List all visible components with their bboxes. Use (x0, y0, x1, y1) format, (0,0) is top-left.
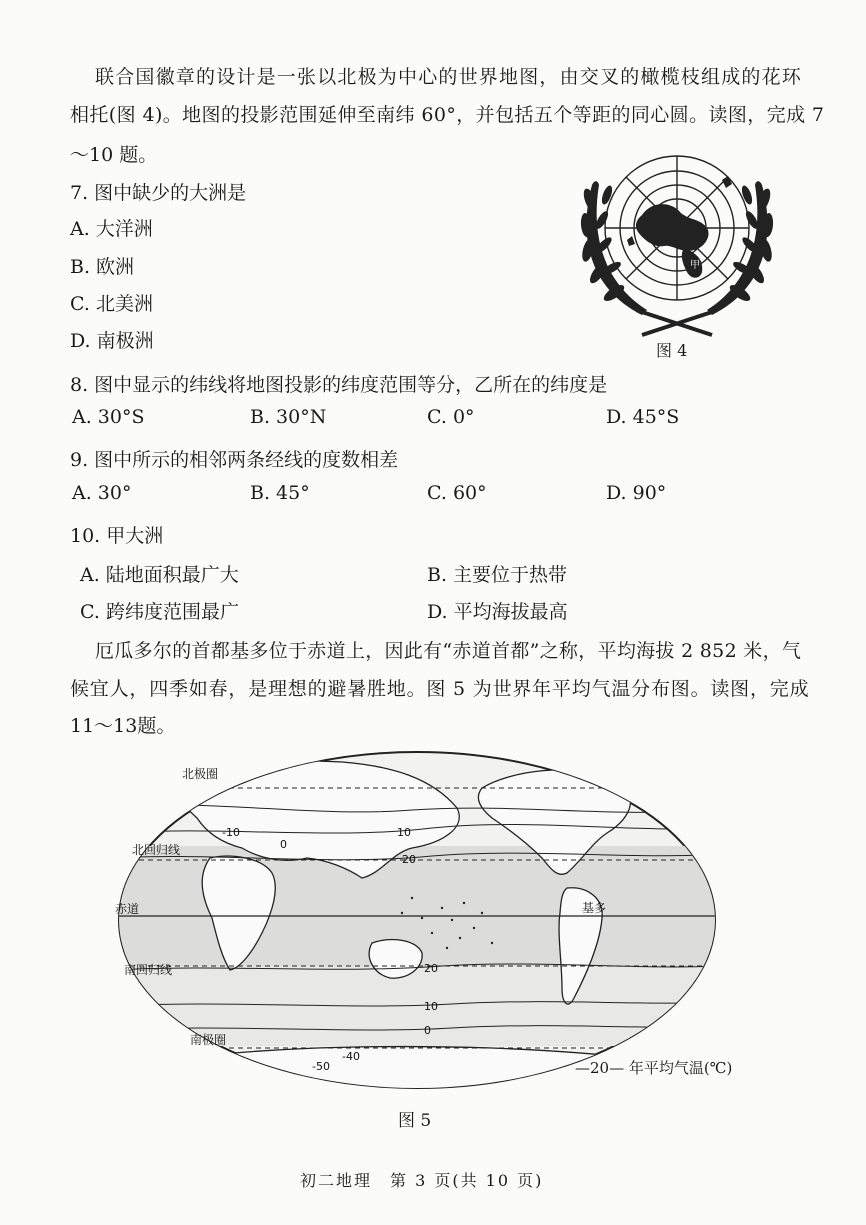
olive-wreath-left (580, 181, 647, 315)
isotherm-label-20-north: 20 (402, 853, 416, 866)
emblem-label-jia: 甲 (690, 260, 700, 271)
greenland (617, 759, 653, 787)
label-equator: 赤道 (115, 902, 140, 916)
q9-option-d: D. 90° (606, 482, 667, 504)
q7-option-a: A. 大洋洲 (70, 218, 153, 240)
passage2-line2: 候宜人，四季如春，是理想的避暑胜地。图 5 为世界年平均气温分布图。读图，完成 (70, 678, 810, 700)
olive-wreath-right (707, 181, 774, 315)
q10-stem: 10. 甲大洲 (70, 525, 164, 547)
passage2-line3: 11～13题。 (70, 715, 176, 737)
isotherm-label-20-south: 20 (424, 962, 438, 975)
q7-option-d: D. 南极洲 (70, 330, 154, 352)
un-emblem-figure (572, 140, 782, 340)
q9-option-b: B. 45° (250, 482, 310, 504)
passage2-line1: 厄瓜多尔的首都基多位于赤道上，因此有“赤道首都”之称，平均海拔 2 852 米，气 (95, 640, 802, 662)
q7-option-b: B. 欧洲 (70, 256, 135, 278)
isotherm-label-minus10-north: -10 (222, 826, 240, 839)
fig4-caption: 图 4 (656, 341, 688, 360)
q9-option-c: C. 60° (427, 482, 487, 504)
temperature-legend: —20— 年平均气温(℃) (575, 1059, 733, 1077)
isotherm-label-0-south: 0 (424, 1024, 431, 1037)
label-antarctic-circle: 南极圈 (190, 1033, 227, 1047)
wreath-crossed-stems (642, 312, 712, 335)
passage1-line2: 相托(图 4)。地图的投影范围延伸至南纬 60°，并包括五个等距的同心圆。读图，完成 7 (70, 104, 825, 126)
q8-option-c: C. 0° (427, 406, 475, 428)
q7-option-c: C. 北美洲 (70, 293, 153, 315)
world-temperature-map (112, 748, 722, 1093)
isotherm-label-10-south: 10 (424, 1000, 438, 1013)
q9-option-a: A. 30° (72, 482, 132, 504)
q8-option-b: B. 30°N (250, 406, 327, 428)
label-arctic-circle: 北极圈 (182, 767, 219, 781)
q10-option-c: C. 跨纬度范围最广 (80, 601, 239, 623)
isotherm-label-minus50: -50 (312, 1060, 330, 1073)
q9-stem: 9. 图中所示的相邻两条经线的度数相差 (70, 449, 399, 471)
passage1-line3: ～10 题。 (70, 144, 158, 166)
isotherm-label-minus40: -40 (342, 1050, 360, 1063)
q8-option-a: A. 30°S (72, 406, 145, 428)
fig5-caption: 图 5 (398, 1111, 432, 1131)
q7-stem: 7. 图中缺少的大洲是 (70, 182, 247, 204)
q8-option-d: D. 45°S (606, 406, 680, 428)
label-tropic-capricorn: 南回归线 (124, 963, 173, 977)
q10-option-b: B. 主要位于热带 (427, 564, 568, 586)
passage1-line1: 联合国徽章的设计是一张以北极为中心的世界地图，由交叉的橄榄枝组成的花环 (95, 66, 803, 88)
q10-option-d: D. 平均海拔最高 (427, 601, 568, 623)
label-tropic-cancer: 北回归线 (132, 843, 181, 857)
isotherm-label-10-north: 10 (397, 826, 411, 839)
q10-option-a: A. 陆地面积最广大 (80, 564, 239, 586)
q8-stem: 8. 图中显示的纬线将地图投影的纬度范围等分，乙所在的纬度是 (70, 374, 608, 396)
page-footer: 初二地理 第 3 页(共 10 页) (300, 1171, 544, 1190)
isotherm-label-0-north: 0 (280, 838, 287, 851)
label-quito: 基多 (582, 901, 607, 915)
